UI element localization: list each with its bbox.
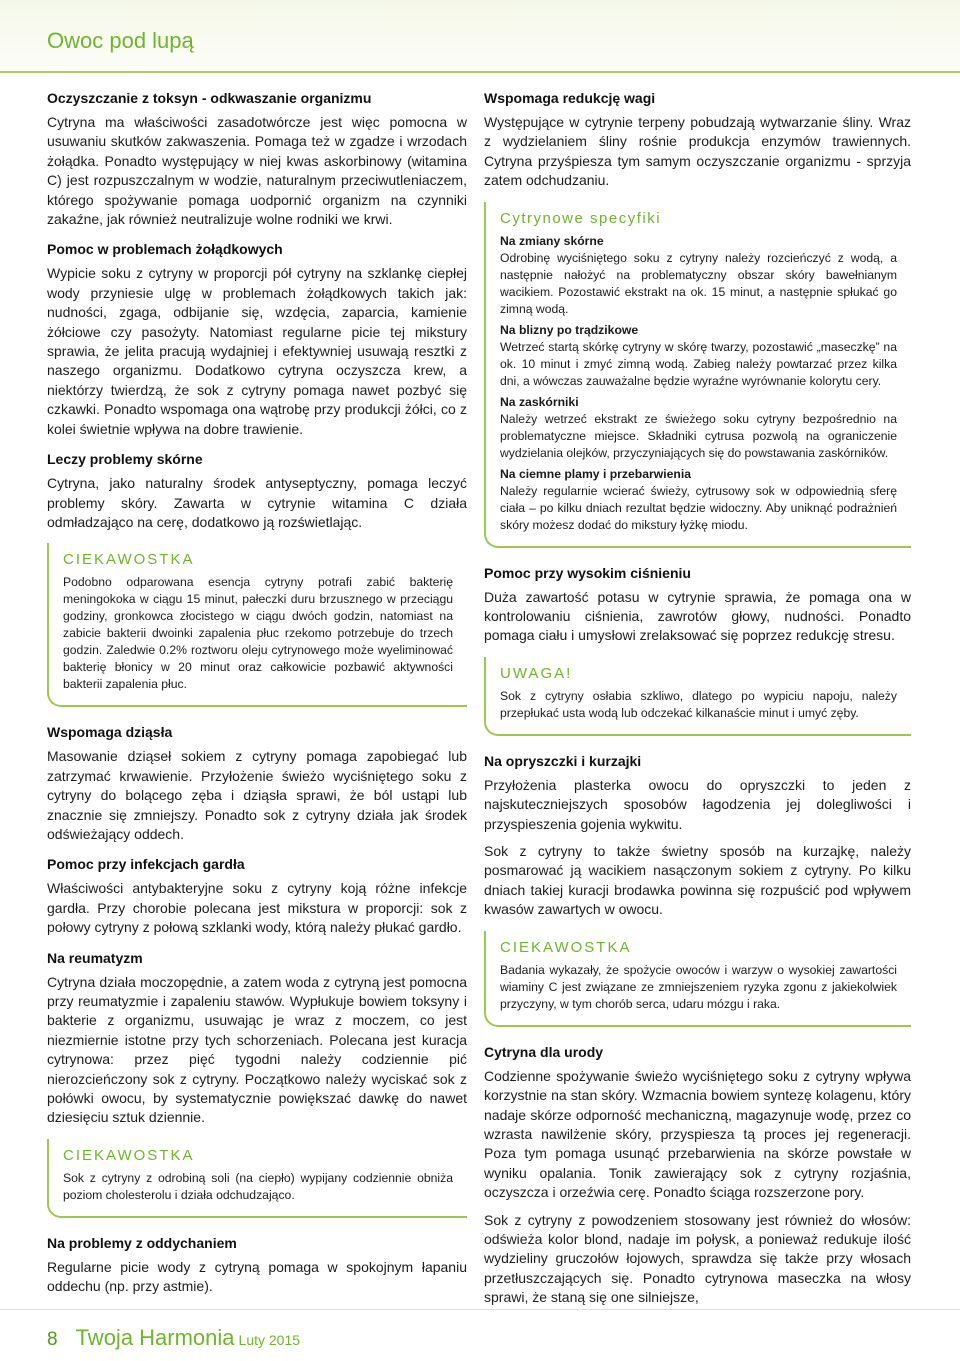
- section-breathing: [47, 1234, 467, 1297]
- box-title: Cytrynowe specyfiki: [500, 209, 662, 227]
- trivia-box: [47, 1139, 467, 1218]
- remedy-text: Odrobinę wyciśniętego soku z cytryny należy rozcieńczyć z wodą, a następnie nałożyć na problematyczny obszar skóry bawełnianym wacikiem. Pozostawić ekstrakt na ok. 15 minut, a następnie spłukać go zimną wodą.: [500, 250, 897, 316]
- section-heading: Cytryna dla urody: [484, 1043, 604, 1060]
- section-herpes-warts: [484, 752, 911, 920]
- section-text: Występujące w cytrynie terpeny pobudzają wytwarzanie śliny. Wraz z wydzielaniem śliny rośnie produkcja enzymów trawiennych. Cytryna przyśpiesza tym samym oczyszczanie organizmu - sprzyja zatem odchudzaniu.: [484, 114, 911, 189]
- box-text: Sok z cytryny z odrobiną soli (na ciepło) wypijany codziennie obniża poziom cholesterolu i działa odchudzająco.: [63, 1170, 453, 1202]
- trivia-box: [47, 543, 467, 707]
- section-heading: Wspomaga dziąsła: [47, 724, 173, 741]
- box-text: Sok z cytryny osłabia szkliwo, dlatego po wypiciu napoju, należy przepłukać usta wodą lub odczekać kilkanaście minut i umyć zęby.: [500, 688, 897, 720]
- remedy-heading: Na zaskórniki: [500, 394, 579, 409]
- remedies-box: [484, 202, 911, 548]
- section-heading: Na problemy z oddychaniem: [47, 1234, 237, 1251]
- section-text: Właściwości antybakteryjne soku z cytryny koją różne infekcje gardła. Przy chorobie polecana jest mikstura w proporcji: sok z połowy cytryny z połową szklanki wody, którą należy płukać gardło.: [47, 880, 467, 936]
- section-text: Codzienne spożywanie świeżo wyciśniętego soku z cytryny wpływa korzystnie na stan skóry. Wzmacnia bowiem syntezę kolagenu, który nadaje skórze odporność mechaniczną, magazynuje wodę, przez co wzrasta nawilżenie skóry, przyspiesza tą proces jej regeneracji. Poza tym pomaga usunąć przebarwienia na skórze powstałe w wyniku opalania. Tonik zawierający sok z cytryny rozjaśnia, oczyszcza i orzeźwia cerę. Ponadto ściąga rozszerzone pory.: [484, 1067, 911, 1201]
- section-heading: Oczyszczanie z toksyn - odkwaszanie organizmu: [47, 90, 372, 106]
- section-beauty: [484, 1043, 911, 1308]
- right-column: [484, 89, 911, 1319]
- section-gums: [47, 723, 467, 844]
- header-divider: [0, 71, 960, 73]
- section-text: Masowanie dziąseł sokiem z cytryny pomaga zapobiegać lub zatrzymać krwawienie. Przyłożenie świeżo wyciśniętego soku z cytryny do bolącego zęba i dziąsła sprawi, że ból ustąpi lub znacznie się zmniejszy. Ponadto sok z cytryny działa jak środek odświeżający oddech.: [47, 748, 467, 842]
- section-title: Owoc pod lupą: [47, 28, 194, 53]
- section-weight: [484, 89, 911, 191]
- section-text: Sok z cytryny z powodzeniem stosowany jest również do włosów: odświeża kolor blond, nadaje im połysk, a ponieważ redukuje ilość wydzieliny gruczołów łojowych, sprawdza się także przy włosach przetłuszczających się. Ponadto cytrynowa maseczka na włosy sprawi, że staną się one silniejsze,: [484, 1211, 911, 1306]
- section-text: Duża zawartość potasu w cytrynie sprawia, że pomaga ona w kontrolowaniu ciśnienia, zawrotów głowy, nudności. Ponadto pomaga ciału i umysłowi zrelaksować się poprzez redukcję stresu.: [484, 588, 911, 644]
- section-skin: [47, 450, 467, 532]
- remedy-text: Wetrzeć startą skórkę cytryny w skórę twarzy, pozostawić „maseczkę” na ok. 10 minut i zmyć zimną wodą. Zabieg należy powtarzać przez kilka dni, a wówczas zauważalne będzie wyraźne wyrównanie kolorytu cery.: [500, 339, 897, 388]
- issue-date: Luty 2015: [238, 1332, 301, 1348]
- section-heading: Pomoc przy infekcjach gardła: [47, 856, 245, 873]
- box-title: CIEKAWOSTKA: [63, 1146, 195, 1164]
- section-heading: Wspomaga redukcję wagi: [484, 90, 656, 106]
- warning-box: [484, 657, 911, 736]
- section-text: Przyłożenia plasterka owocu do opryszczki to jeden z najskuteczniejszych sposobów łagodzenia jej dolegliwości i przyspieszenia gojenia wykwitu.: [484, 776, 911, 832]
- section-text: Wypicie soku z cytryny w proporcji pół cytryny na szklankę ciepłej wody przyniesie ulgę w problemach żołądkowych takich jak: nudności, zgaga, odbijanie się, wzdęcia, zaparcia, kamienie żółciowe czy pasożyty. Natomiast regularne picie tej mikstury sprawia, że jelita pracują wydajniej i efektywniej usuwają resztki z naszego organizmu. Dodatkowo cytryna oczyszcza krew, a niektórzy twierdzą, że sok z cytryny pomaga nawet pozbyć się czkawki. Ponadto wspomaga ona wątrobę przy produkcji żółci, co z kolei świetnie wpływa na dobre trawienie.: [47, 265, 467, 437]
- box-text: Badania wykazały, że spożycie owoców i warzyw o wysokiej zawartości wiaminy C jest związane ze zmniejszeniem ryzyka zgonu z jakiekolwiek przyczyny, w tym chorób serca, udaru mózgu i raka.: [500, 962, 897, 1011]
- section-text: Cytryna ma właściwości zasadotwórcze jest więc pomocna w usuwaniu skutków zakwaszenia. Pomaga też w zgadze i wrzodach żołądka. Ponadto występujący w niej kwas askorbinowy (witamina C) jest rozpuszczalnym w wodzie, naturalnym przeciwutleniaczem, którego spożywanie pomaga uodpornić organizm na czynniki zakaźne, jak również neutralizuje wolne rodniki we krwi.: [47, 114, 467, 228]
- page-footer: [47, 1325, 300, 1351]
- remedy-heading: Na ciemne plamy i przebarwienia: [500, 466, 692, 481]
- section-text: Cytryna, jako naturalny środek antyseptyczny, pomaga leczyć problemy skóry. Zawarta w cytrynie witamina C działa odmładzająco na cerę, dodatkowo ją rozświetlając.: [47, 475, 467, 530]
- section-heading: Pomoc przy wysokim ciśnieniu: [484, 564, 691, 581]
- section-heading: Pomoc w problemach żołądkowych: [47, 241, 283, 258]
- section-blood-pressure: [484, 564, 911, 646]
- remedy-heading: Na zmiany skórne: [500, 233, 604, 248]
- trivia-box: [484, 931, 911, 1027]
- page-header: [0, 0, 960, 72]
- page-number: 8: [47, 1329, 58, 1350]
- section-heading: Leczy problemy skórne: [47, 451, 203, 468]
- section-detox: [47, 89, 467, 229]
- remedy-text: Należy wetrzeć ekstrakt ze świeżego soku cytryny bezpośrednio na problematyczne miejsce. Składniki cytrusa pozwolą na ograniczenie wydzielania olejków, przyczyniających się do powstawania zaskórników.: [500, 411, 897, 460]
- section-text: Regularne picie wody z cytryną pomaga w spokojnym łapaniu oddechu (np. przy astmie).: [47, 1258, 467, 1295]
- section-stomach: [47, 240, 467, 439]
- section-heading: Na opryszczki i kurzajki: [484, 752, 642, 769]
- section-rheumatism: [47, 949, 467, 1128]
- remedy-heading: Na blizny po trądzikowe: [500, 322, 639, 337]
- footer-divider: [0, 1309, 960, 1310]
- section-text: Cytryna działa moczopędnie, a zatem woda z cytryną jest pomocna przy reumatyzmie i zapaleniu stawów. Wypłukuje bowiem toksyny i bakterie z organizmu, usuwając je wraz z moczem, co jest niezmiernie istotne przy tych schorzeniach. Polecana jest kuracja cytrynowa: przez pięć tygodni należy codziennie pić nierozcieńczony sok z cytryny. Początkowo należy wyciskać sok z połówki owocu, by systematycznie powiększać dawkę do nawet dziesięciu sztuk dziennie.: [47, 973, 467, 1126]
- section-heading: Na reumatyzm: [47, 949, 143, 966]
- remedy-text: Należy regularnie wcierać świeży, cytrusowy sok w odpowiednią sferę ciała – po kilku dniach rezultat będzie widoczny. Aby uniknąć podrażnień skóry możesz dodać do mikstury łyżkę miodu.: [500, 483, 897, 532]
- magazine-name: Twoja Harmonia: [75, 1325, 235, 1350]
- box-title: CIEKAWOSTKA: [63, 551, 195, 569]
- box-title: CIEKAWOSTKA: [500, 938, 632, 956]
- box-text: Podobno odparowana esencja cytryny potrafi zabić bakterię meningokoka w ciągu 15 minut, pałeczki duru brzusznego w przeciągu godziny, gronkowca złocistego w ciągu dwóch godzin, natomiast na zabicie bakterii dwoinki zapalenia płuc rzekomo potrzebuje do trzech godzin. Zaledwie 0.2% roztworu oleju cytrynowego może wyeliminować bakterię błonicy w 20 minut oraz całkowicie pozbawić aktywności bakterii zapalenia płuc.: [63, 575, 453, 692]
- section-throat: [47, 855, 467, 937]
- box-title: UWAGA!: [500, 664, 573, 682]
- section-text: Sok z cytryny to także świetny sposób na kurzajkę, należy posmarować ją wacikiem nasączonym sokiem z cytryny. Po kilku dniach takiej kuracji brodawka powinna się rozpuścić pod wpływem kwasów zawartych w owocu.: [484, 843, 911, 918]
- left-column: [47, 89, 467, 1308]
